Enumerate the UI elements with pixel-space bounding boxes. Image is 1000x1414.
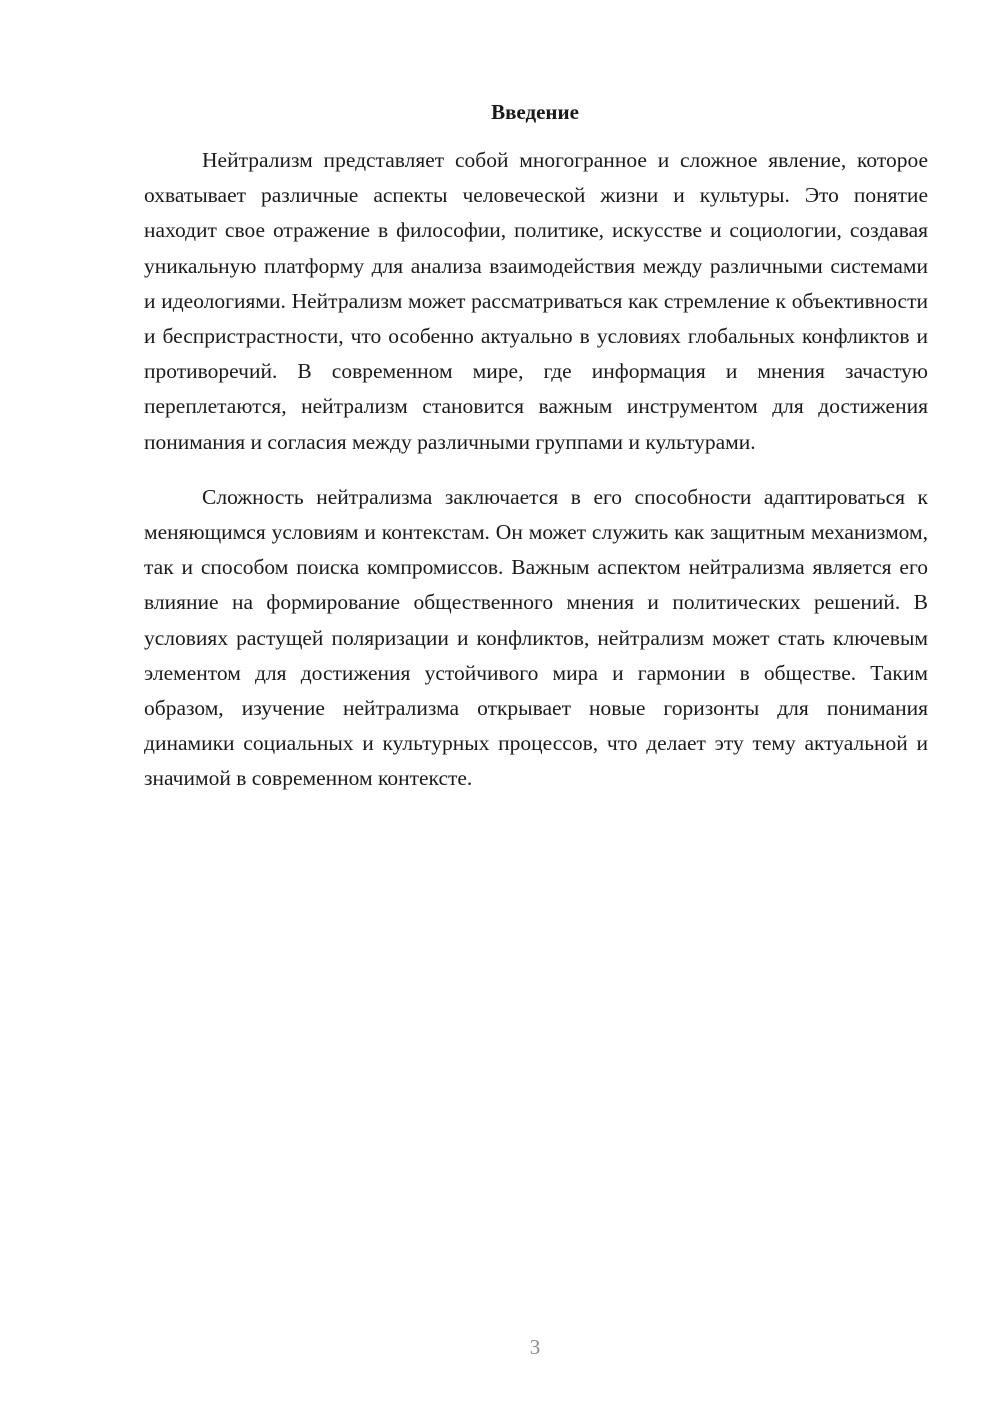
section-title: Введение (491, 100, 579, 124)
page-number: 3 (529, 1335, 541, 1359)
paragraph-2: Сложность нейтрализма заключается в его способности адаптироваться к меняющимся условиям и контекстам. Он может служить как защитным механизмом, так и способом поиска компромиссов. Важным аспектом нейтрализма является его влияние на формирование общественного мнения и политических решений. В условиях растущей поляризации и конфликтов, нейтрализм может стать ключевым элементом для достижения устойчивого мира и гармонии в обществе. Таким образом, изучение нейтрализма открывает новые горизонты для понимания динамики социальных и культурных процессов, что делает эту тему актуальной и значимой в современном контексте. (144, 484, 928, 791)
body-text (144, 143, 928, 817)
paragraph-1: Нейтрализм представляет собой многогранное и сложное явление, которое охватывает различные аспекты человеческой жизни и культуры. Это понятие находит свое отражение в философии, политике, искусстве и социологии, создавая уникальную платформу для анализа взаимодействия между различными системами и идеологиями. Нейтрализм может рассматриваться как стремление к объективности и беспристрастности, что особенно актуально в условиях глобальных конфликтов и противоречий. В современном мире, где информация и мнения зачастую переплетаются, нейтрализм становится важным инструментом для достижения понимания и согласия между различными группами и культурами. (144, 148, 928, 454)
